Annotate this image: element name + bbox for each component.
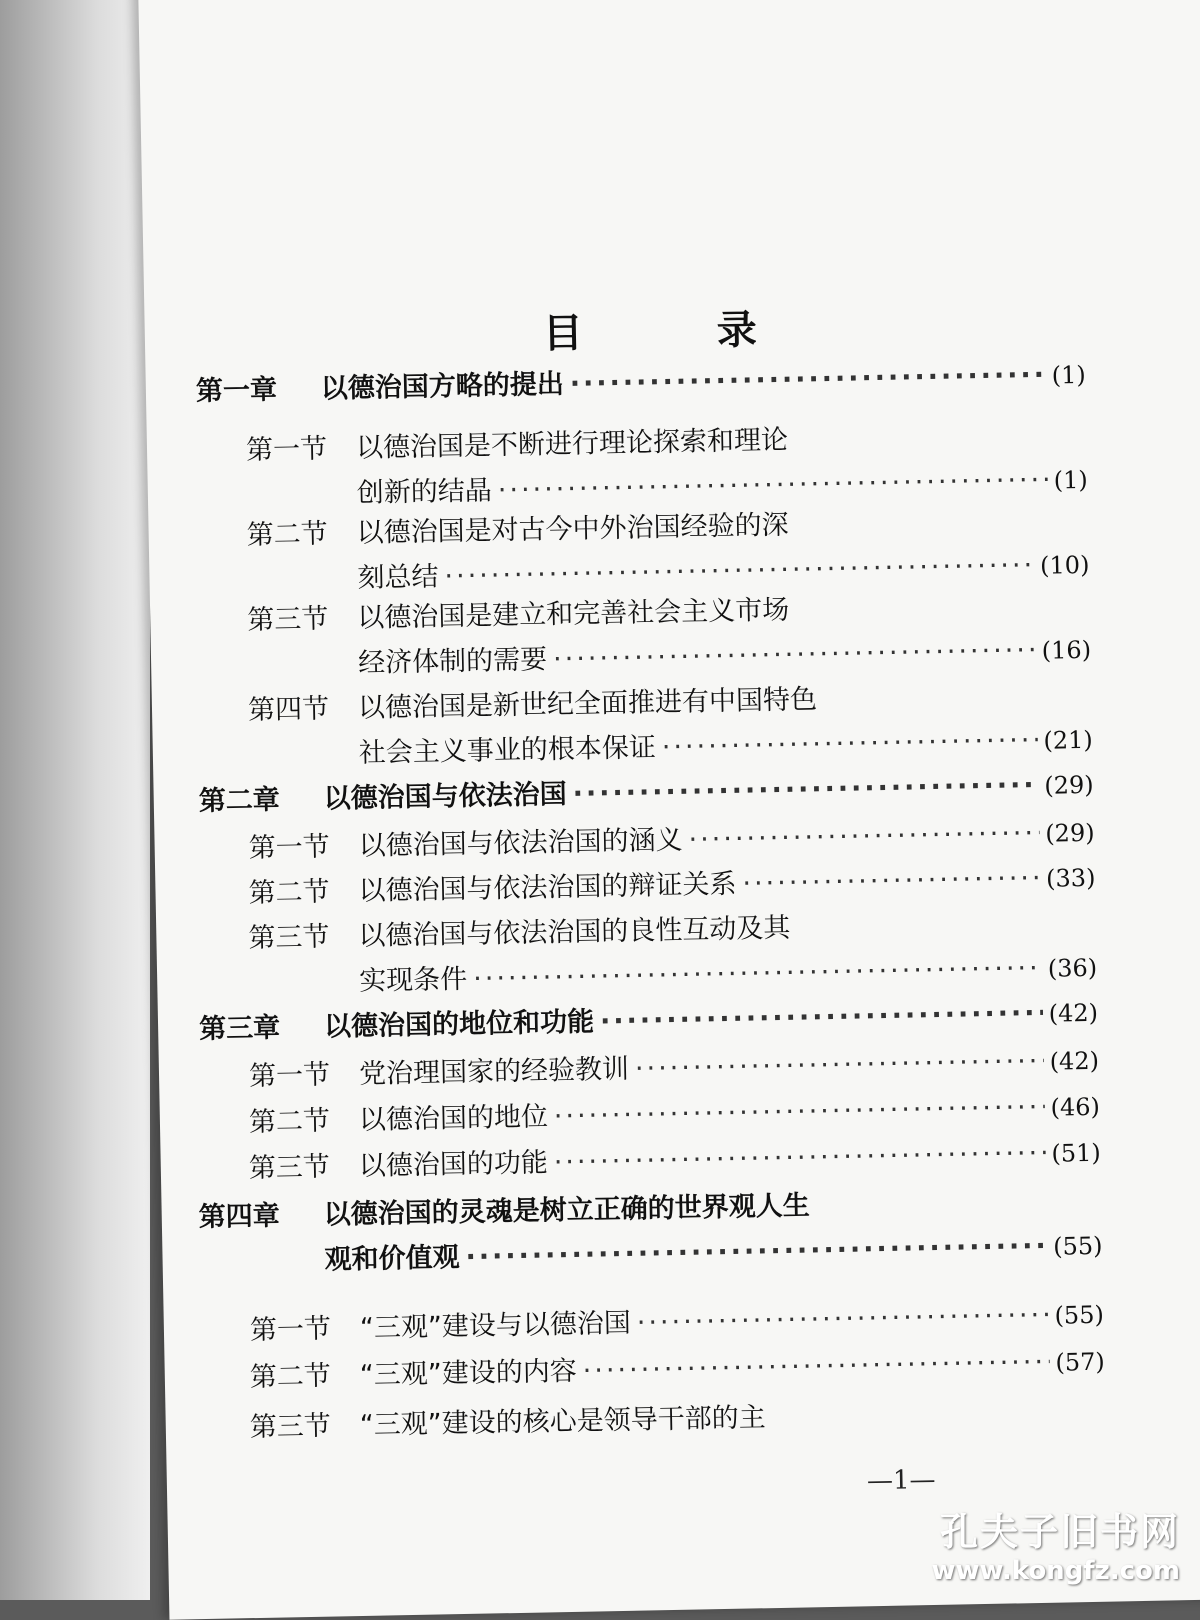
toc-page-number: (29) (1045, 818, 1095, 848)
book-spine-shadow (0, 0, 150, 1600)
toc-title: 以德治国是新世纪全面推进有中国特色 (357, 684, 818, 724)
toc-title: “三观”建设与以德治国 (359, 1307, 632, 1344)
toc-leader-dots (553, 1138, 1045, 1178)
book-page (138, 0, 1200, 1620)
toc-chapter-row (199, 990, 1099, 1046)
toc-section-row (248, 1130, 1101, 1185)
toc-leader-dots (570, 360, 1047, 400)
toc-continuation-row (358, 627, 1092, 680)
toc-section-row (249, 1339, 1105, 1394)
toc-title: 以德治国是不断进行理论探索和理论 (355, 424, 789, 464)
toc-label: 第四节 (247, 693, 330, 727)
toc-page-number: (55) (1052, 1231, 1103, 1261)
toc-title-continuation: 刻总结 (357, 561, 439, 594)
toc-page-number: (1) (1053, 465, 1089, 495)
toc-title: “三观”建设的内容 (359, 1355, 578, 1391)
toc-label: 第一章 (195, 374, 278, 407)
toc-leader-dots (473, 953, 1042, 995)
toc-leader-dots (444, 550, 1034, 592)
toc-label: 第一节 (248, 831, 330, 865)
toc-section-row (246, 418, 789, 467)
toc-leader-dots (662, 725, 1038, 763)
toc-title: 以德治国与依法治国 (323, 778, 568, 815)
toc-label: 第一节 (248, 1059, 331, 1093)
toc-page-number: (36) (1047, 953, 1098, 983)
toc-page-number: (42) (1049, 1046, 1100, 1076)
toc-label: 第三节 (249, 1410, 332, 1444)
toc-chapter-row (198, 762, 1094, 818)
toc-section-row (248, 677, 818, 727)
toc-label: 第二节 (249, 1360, 332, 1394)
toc-leader-dots (553, 635, 1036, 675)
watermark-brand: 孔夫子旧书网 (939, 1510, 1180, 1554)
toc-section-row (249, 1038, 1100, 1093)
toc-leader-dots (582, 1347, 1049, 1387)
toc-section-row (248, 855, 1096, 910)
toc-page-number: (16) (1041, 635, 1092, 665)
toc-leader-dots (637, 1300, 1049, 1339)
toc-label: 第三节 (248, 1151, 331, 1185)
toc-title: 以德治国是对古今中外治国经验的深 (356, 509, 789, 549)
toc-page-number: (1) (1051, 360, 1087, 390)
toc-title: 以德治国是建立和完善社会主义市场 (356, 594, 790, 634)
toc-title: 以德治国与依法治国的涵义 (358, 824, 683, 862)
toc-title: 以德治国与依法治国的良性互动及其 (358, 912, 791, 952)
toc-chapter-row (198, 1183, 810, 1234)
toc-title-continuation: 经济体制的需要 (357, 644, 548, 679)
toc-label: 第三节 (248, 921, 330, 955)
toc-continuation-row (356, 457, 1088, 510)
toc-label: 第一节 (245, 433, 328, 467)
toc-title: 以德治国方略的提出 (320, 368, 565, 405)
toc-label: 第一节 (249, 1313, 332, 1347)
toc-leader-dots (498, 465, 1048, 507)
toc-leader-dots (465, 1231, 1047, 1273)
table-of-contents (138, 0, 1200, 1580)
toc-label: 第三章 (198, 1012, 281, 1046)
toc-continuation-row (357, 542, 1090, 595)
toc-continuation-row (358, 717, 1093, 770)
toc-section-row (248, 906, 791, 955)
toc-leader-dots (572, 770, 1038, 810)
toc-page-number: (51) (1051, 1138, 1101, 1168)
toc-leader-dots (554, 1092, 1045, 1132)
page-title: 目 录 (542, 306, 818, 358)
watermark (931, 1501, 1180, 1586)
toc-continuation-row (324, 1223, 1103, 1277)
toc-page-number: (29) (1044, 770, 1094, 800)
toc-title: “三观”建设的核心是领导干部的主 (359, 1402, 766, 1442)
toc-page-number: (10) (1039, 550, 1090, 580)
toc-title-continuation: 实现条件 (358, 963, 468, 997)
toc-label: 第二节 (246, 518, 328, 552)
toc-section-row (246, 503, 789, 552)
toc-label: 第二节 (248, 876, 330, 910)
toc-section-row (249, 1395, 766, 1444)
toc-section-row (249, 1084, 1101, 1139)
toc-title: 以德治国与依法治国的辩证关系 (358, 868, 737, 907)
toc-page-number: (42) (1048, 998, 1099, 1028)
toc-section-row (250, 1292, 1105, 1347)
toc-page-number: (33) (1045, 863, 1096, 893)
watermark-url: www.kongfz.com (931, 1556, 1180, 1586)
toc-section-row (247, 588, 790, 637)
toc-label: 第三节 (247, 603, 329, 637)
toc-label: 第二节 (248, 1105, 331, 1139)
toc-title: 以德治国的灵魂是树立正确的世界观人生 (323, 1190, 810, 1231)
toc-page-number: (55) (1054, 1300, 1105, 1330)
toc-label: 第二章 (198, 784, 281, 817)
toc-page-number: (21) (1043, 725, 1094, 755)
toc-continuation-row (359, 945, 1098, 998)
toc-chapter-row (195, 352, 1086, 408)
toc-leader-dots (688, 818, 1039, 856)
toc-title: 党治理国家的经验教训 (358, 1053, 630, 1090)
toc-page-number: (46) (1050, 1092, 1101, 1122)
toc-leader-dots (600, 998, 1043, 1037)
toc-leader-dots (742, 863, 1040, 900)
toc-title-continuation: 观和价值观 (324, 1242, 460, 1276)
toc-title-continuation: 创新的结晶 (356, 475, 493, 509)
toc-title: 以德治国的功能 (358, 1147, 549, 1182)
toc-title-continuation: 社会主义事业的根本保证 (358, 732, 657, 769)
toc-page-number: (57) (1055, 1347, 1105, 1377)
toc-label: 第四章 (198, 1200, 281, 1234)
toc-leader-dots (635, 1046, 1044, 1085)
page-folio: —1— (866, 1464, 936, 1497)
toc-title: 以德治国的地位和功能 (323, 1006, 595, 1043)
toc-title: 以德治国的地位 (358, 1101, 549, 1136)
